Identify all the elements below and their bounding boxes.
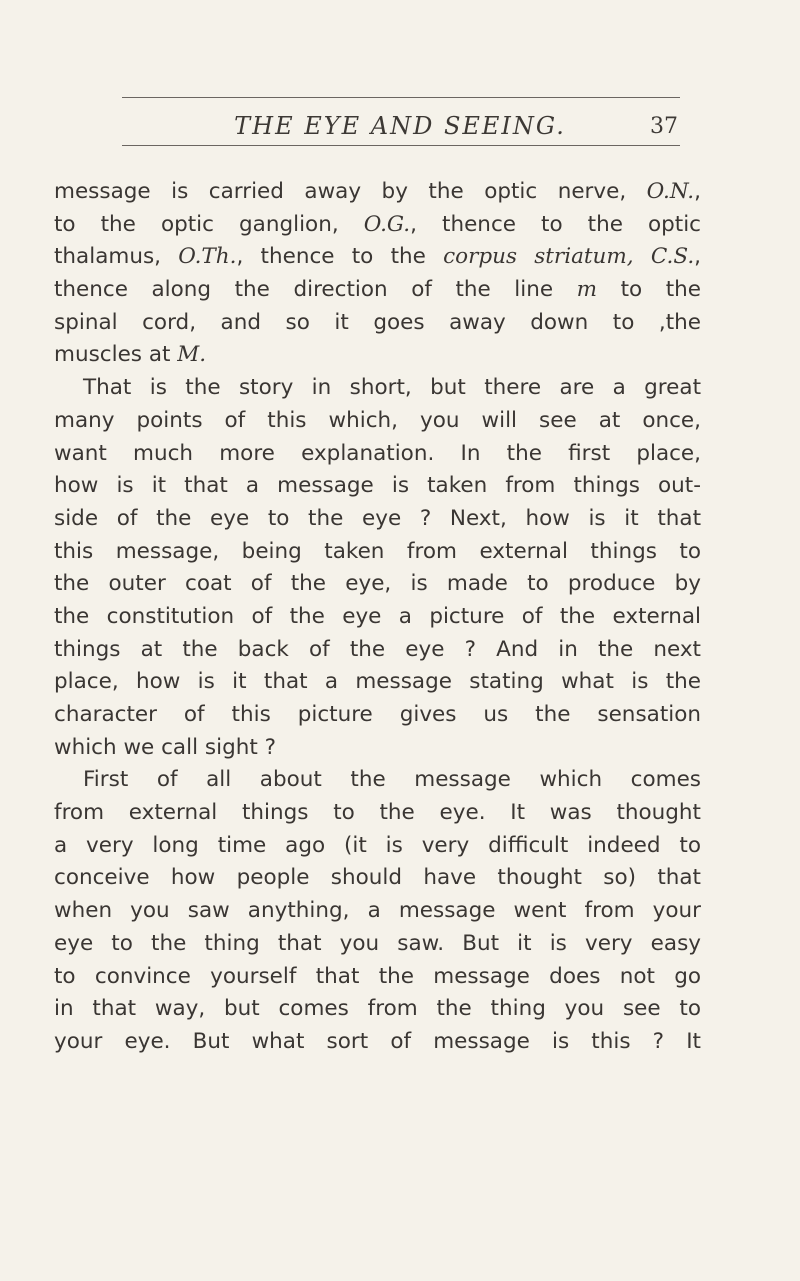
text-line [54, 797, 701, 830]
text-run: in that way, but comes from the thing you see to [54, 996, 701, 1022]
italic-run: O.G. [363, 211, 411, 237]
text-run: the constitution of the eye a picture of the external [54, 603, 701, 629]
running-head [0, 112, 800, 142]
text-line [54, 961, 701, 994]
text-line [54, 895, 701, 928]
text-run: , [694, 244, 701, 270]
text-run: eye to the thing that you saw. But it is very easy [54, 930, 701, 956]
page-number: 37 [650, 114, 678, 139]
text-run: to convince yourself that the message does not go [54, 963, 701, 989]
header-rule-top [122, 97, 680, 98]
text-run: which we call sight ? [54, 734, 277, 760]
text-run: character of this picture gives us the sensation [54, 702, 701, 727]
text-line [54, 405, 701, 438]
body-text [54, 176, 701, 1059]
text-run: from external things to the eye. It was thought [54, 800, 701, 826]
text-run: want much more explanation. In the first place, [54, 440, 701, 466]
text-line [54, 601, 701, 634]
text-run: spinal cord, and so it goes away down to ,the [54, 309, 701, 335]
text-run: how is it that a message is taken from things out- [54, 473, 701, 499]
text-line [54, 1026, 701, 1059]
text-line [54, 536, 701, 569]
text-run: this message, being taken from external things to [54, 538, 701, 564]
text-run: , thence to the optic [410, 211, 701, 237]
text-line [54, 438, 701, 471]
text-run: thence along the direction of the line [54, 277, 577, 303]
header-rule-bottom [122, 145, 680, 146]
text-line [54, 634, 701, 667]
text-line [54, 176, 701, 209]
text-line [54, 732, 701, 765]
text-run: , thence to the [236, 244, 444, 270]
text-line [54, 274, 701, 307]
text-run: muscles at [54, 342, 178, 368]
italic-run: m [576, 277, 598, 303]
italic-run: M. [177, 342, 207, 368]
italic-run: corpus striatum, C.S. [443, 244, 695, 270]
text-run: things at the back of the eye ? And in the next [54, 636, 701, 662]
text-run: to the optic ganglion, [54, 211, 364, 237]
text-line [54, 764, 701, 797]
text-line [54, 862, 701, 895]
text-line [54, 928, 701, 961]
text-line [54, 470, 701, 503]
text-line [54, 372, 701, 405]
text-line [54, 241, 701, 274]
italic-run: O.Th. [178, 244, 237, 270]
text-line [54, 699, 701, 732]
text-run: , [694, 179, 701, 204]
text-line [54, 307, 701, 340]
text-run: thalamus, [54, 244, 179, 270]
text-run: side of the eye to the eye ? Next, how is it that [54, 505, 701, 531]
text-run: to the [597, 277, 701, 303]
running-title: THE EYE AND SEEING. [234, 112, 566, 140]
text-run: That is the story in short, but there are a great [83, 375, 701, 401]
text-run: place, how is it that a message stating what is the [54, 669, 701, 695]
text-line [54, 830, 701, 863]
text-line [54, 339, 701, 372]
text-run: your eye. But what sort of message is this ? It [54, 1028, 701, 1054]
text-line [54, 209, 701, 242]
text-line [54, 568, 701, 601]
text-run: many points of this which, you will see at once, [54, 407, 701, 433]
italic-run: O.N. [646, 179, 695, 204]
text-run: First of all about the message which comes [83, 767, 701, 793]
text-run: the outer coat of the eye, is made to produce by [54, 571, 701, 597]
text-run: conceive how people should have thought so) that [54, 865, 701, 891]
text-run: when you saw anything, a message went from your [54, 898, 701, 924]
text-line [54, 993, 701, 1026]
text-run: a very long time ago (it is very difficult indeed to [54, 832, 701, 858]
text-line [54, 666, 701, 699]
text-run: message is carried away by the optic nerve, [54, 179, 647, 204]
text-line [54, 503, 701, 536]
